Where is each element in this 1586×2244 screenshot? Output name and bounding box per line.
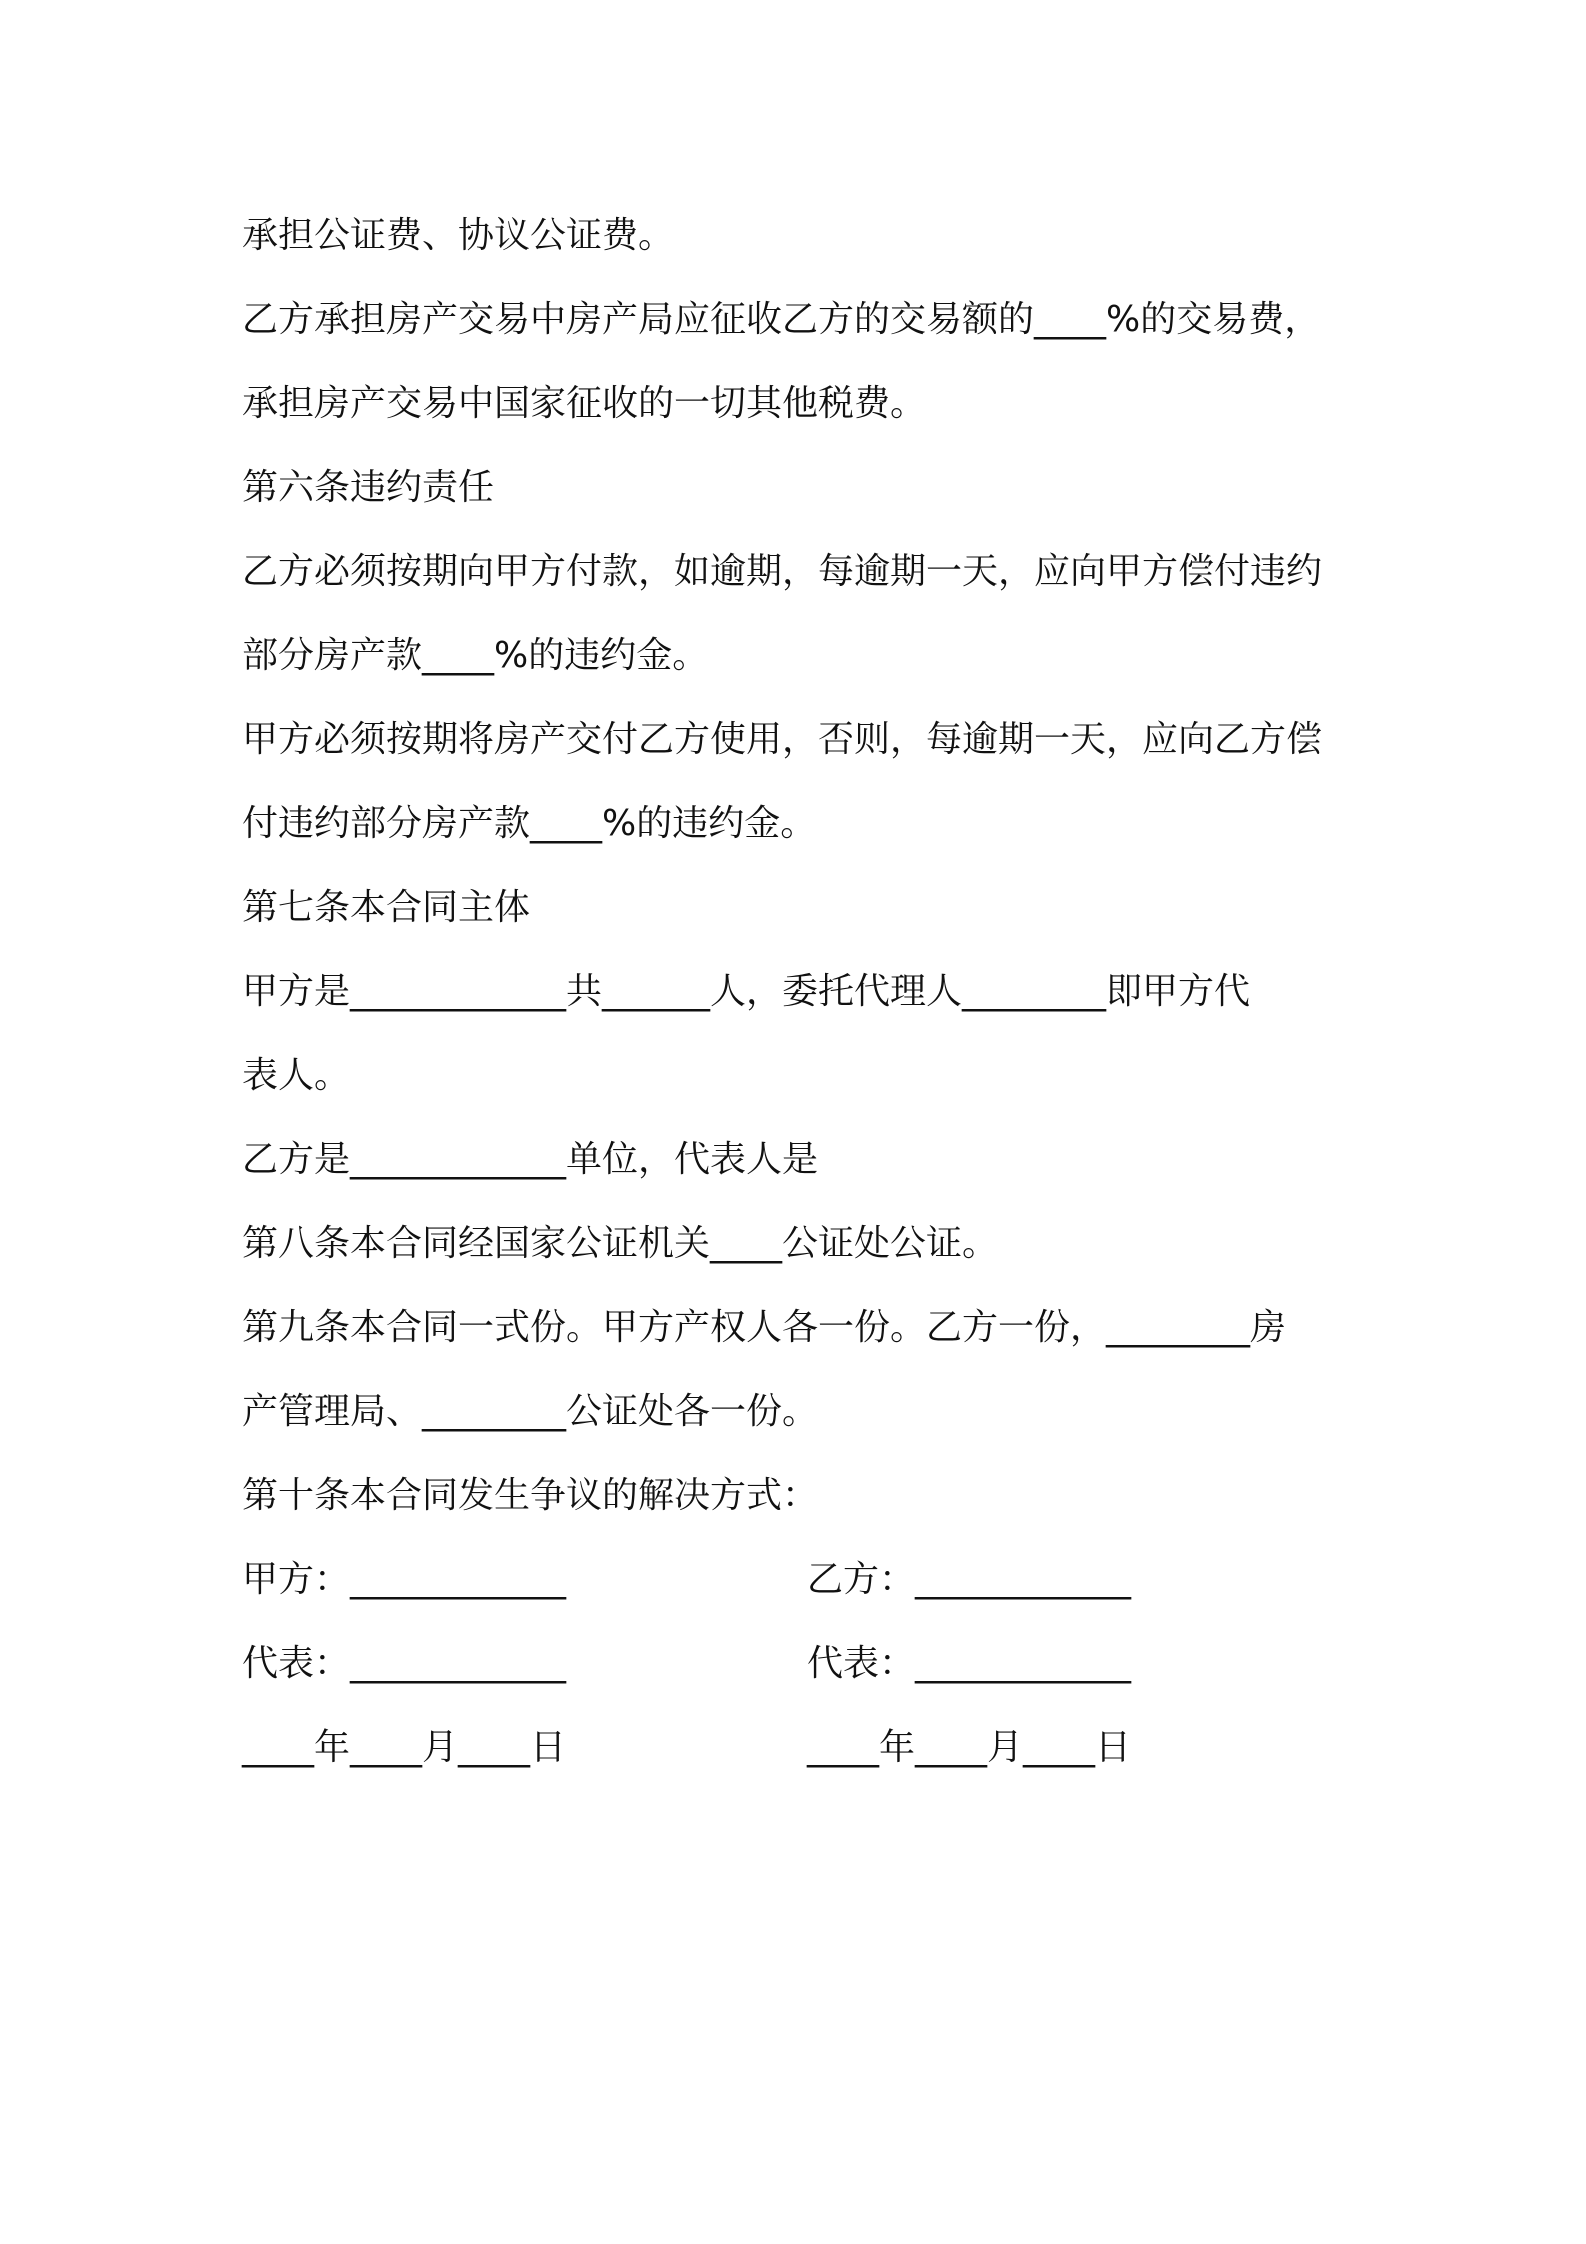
party-b-date-line: ____年____月____日 <box>807 1727 1132 1768</box>
article-heading: 第六条违约责任 <box>242 467 495 508</box>
signature-date-row <box>242 1706 1362 1790</box>
party-b-signature-line: 乙方：____________ <box>807 1559 1132 1600</box>
article-heading: 第十条本合同发生争议的解决方式： <box>242 1475 819 1516</box>
paragraph-line: 第八条本合同经国家公证机关____公证处公证。 <box>242 1223 999 1264</box>
paragraph-line: 第九条本合同一式份。甲方产权人各一份。乙方一份，________房 <box>242 1307 1287 1348</box>
paragraph-line: 承担房产交易中国家征收的一切其他税费。 <box>242 383 927 424</box>
paragraph-line: 承担公证费、协议公证费。 <box>242 215 675 256</box>
paragraph-line: 乙方必须按期向甲方付款，如逾期，每逾期一天，应向甲方偿付违约 <box>242 551 1323 592</box>
paragraph-line: 付违约部分房产款____%的违约金。 <box>242 803 817 844</box>
contract-body <box>242 194 1362 1790</box>
paragraph-line: 乙方承担房产交易中房产局应征收乙方的交易额的____%的交易费， <box>242 299 1321 340</box>
article-heading: 第七条本合同主体 <box>242 887 531 928</box>
paragraph-line: 部分房产款____%的违约金。 <box>242 635 709 676</box>
party-a-date-line: ____年____月____日 <box>242 1727 567 1768</box>
paragraph-line: 表人。 <box>242 1055 351 1096</box>
party-a-signature-line: 甲方：____________ <box>242 1559 567 1600</box>
signature-party-row <box>242 1538 1362 1622</box>
paragraph-line: 乙方是____________单位，代表人是 <box>242 1139 819 1180</box>
party-a-representative-line: 代表：____________ <box>242 1643 567 1684</box>
party-b-representative-line: 代表：____________ <box>807 1643 1132 1684</box>
paragraph-line: 甲方必须按期将房产交付乙方使用，否则，每逾期一天，应向乙方偿 <box>242 719 1323 760</box>
signature-representative-row <box>242 1622 1362 1706</box>
paragraph-line: 产管理局、________公证处各一份。 <box>242 1391 819 1432</box>
paragraph-line: 甲方是____________共______人，委托代理人________即甲方代 <box>242 971 1251 1012</box>
